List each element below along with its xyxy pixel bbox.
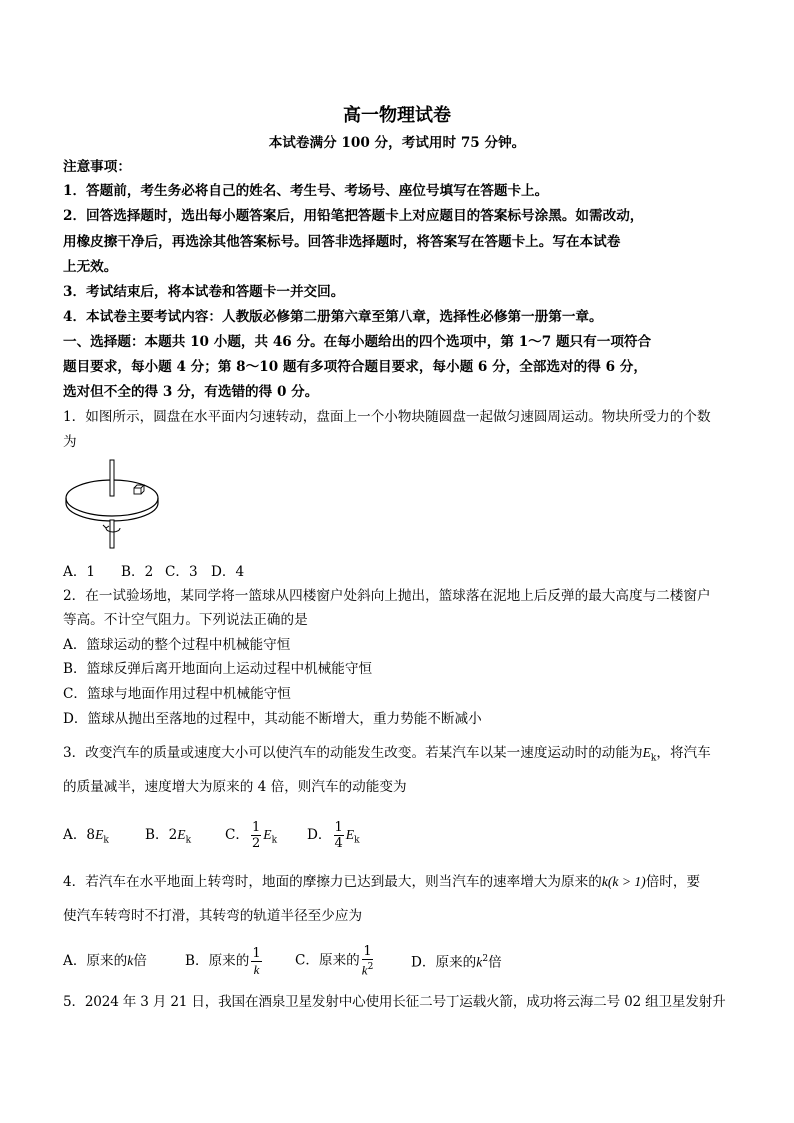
fraction-numerator: 1: [363, 944, 372, 959]
q3-stem-text-b: ，将汽车: [656, 745, 711, 761]
q1-option-b[interactable]: B．2: [121, 564, 154, 580]
fraction-denominator: 2: [252, 836, 261, 851]
q1-stem-line-1: 1．如图所示，圆盘在水平面内匀速转动，盘面上一个小物块随圆盘一起做匀速圆周运动。物块所受力的个数: [63, 409, 711, 425]
axle-top: [110, 460, 114, 496]
q4-option-c-k: k: [361, 962, 368, 978]
q4-option-c-fraction: [362, 944, 374, 978]
q3-option-b-coef: 2: [168, 827, 178, 843]
q3-option-b-ek: E: [177, 827, 186, 842]
q3-option-b-sub: k: [185, 835, 192, 846]
q2-option-d[interactable]: D．篮球从抛出至落地的过程中，其动能不断增大，重力势能不断减小: [63, 711, 482, 727]
q3-option-d-ek: E: [345, 827, 355, 842]
rotating-disk-figure: [62, 458, 166, 550]
exam-info: 本试卷满分 100 分，考试用时 75 分钟。: [268, 135, 526, 151]
q4-option-d-k: k: [476, 954, 483, 970]
q3-option-c[interactable]: [225, 820, 307, 851]
q1-option-c[interactable]: C．3: [165, 564, 198, 580]
section-1-line-3: 选对但不全的得 3 分，有选错的得 0 分。: [63, 384, 319, 400]
q3-option-d-fraction: [334, 820, 344, 851]
fraction-numerator: 1: [252, 820, 261, 835]
q4-option-b-fraction: [251, 946, 261, 977]
note-3: 3．考试结束后，将本试卷和答题卡一并交回。: [63, 284, 345, 300]
q1-option-a[interactable]: A．1: [63, 564, 96, 580]
rotation-arrowhead: [103, 525, 109, 528]
q4-options: [63, 944, 502, 978]
q3-option-a-sub: k: [103, 835, 109, 846]
section-1-line-1: 一、选择题：本题共 10 小题，共 46 分。在每小题给出的四个选项中，第 1～7 题只有一项符合: [63, 334, 652, 350]
q4-option-d-exponent: 2: [482, 954, 489, 965]
q3-option-d[interactable]: [307, 820, 360, 851]
q4-option-a[interactable]: [63, 952, 185, 970]
q3-option-b[interactable]: [145, 826, 225, 850]
fraction-denominator: [362, 960, 374, 978]
q2-stem-line-2: 等高。不计空气阻力。下列说法正确的是: [63, 612, 308, 628]
q1-option-d[interactable]: D．4: [211, 564, 245, 580]
q3-stem-line-2: 的质量减半，速度增大为原来的 4 倍，则汽车的动能变为: [63, 779, 407, 795]
q4-option-d-label: D．原来的: [411, 954, 477, 971]
q4-stem-text-b: 倍时，要: [645, 874, 701, 890]
q2-option-b[interactable]: B．篮球反弹后离开地面向上运动过程中机械能守恒: [63, 661, 373, 677]
q3-option-a-coef: 8: [86, 827, 96, 843]
q1-stem-line-2: 为: [63, 434, 77, 450]
q4-option-d-suffix: 倍: [488, 954, 502, 971]
page-title: 高一物理试卷: [343, 105, 451, 126]
q5-stem-line-1: 5．2024 年 3 月 21 日，我国在酒泉卫星发射中心使用长征二号丁运载火箭，成功将云海二号 02 组卫星发射升: [63, 994, 726, 1010]
q4-option-b[interactable]: [185, 946, 295, 977]
note-4: 4．本试卷主要考试内容：人教版必修第二册第六章至第八章，选择性必修第一册第一章。: [63, 309, 603, 325]
axle-bottom: [110, 520, 114, 548]
q2-option-a[interactable]: A．篮球运动的整个过程中机械能守恒: [63, 637, 291, 653]
note-2-line-2: 用橡皮擦干净后，再选涂其他答案标号。回答非选择题时，将答案写在答题卡上。写在本试卷: [63, 234, 621, 250]
note-1: 1．答题前，考生务必将自己的姓名、考生号、考场号、座位号填写在答题卡上。: [63, 183, 549, 199]
q3-option-a[interactable]: [63, 826, 145, 850]
fraction-numerator: 1: [334, 820, 343, 835]
fraction-denominator: 4: [334, 836, 343, 851]
q3-option-a-label: A．: [63, 827, 87, 843]
q3-option-c-fraction: [251, 820, 261, 851]
fraction-numerator: 1: [252, 945, 261, 961]
q2-stem-line-1: 2．在一试验场地，某同学将一篮球从四楼窗户处斜向上抛出，篮球落在泥地上后反弹的最大高度与二楼窗户: [63, 588, 711, 604]
q4-option-c-label: C．原来的: [295, 952, 360, 969]
q4-option-a-k: k: [127, 953, 134, 969]
q4-k-symbol: k: [601, 874, 608, 889]
q4-option-c[interactable]: [295, 944, 411, 978]
note-2-line-3: 上无效。: [63, 259, 118, 275]
small-block-icon: [134, 485, 144, 494]
q3-stem-text-a: 3．改变汽车的质量或速度大小可以使汽车的动能发生改变。若某汽车以某一速度运动时的动能为: [63, 745, 643, 761]
q3-option-b-label: B．: [145, 827, 169, 843]
notes-heading: 注意事项：: [63, 159, 131, 175]
q4-option-c-exponent: 2: [367, 962, 374, 972]
q3-option-c-sub: k: [271, 835, 278, 846]
q3-option-d-sub: k: [354, 835, 360, 846]
q3-option-d-label: D．: [307, 827, 332, 843]
q3-ek-subscript: k: [650, 753, 657, 764]
q4-stem-line-2: 使汽车转弯时不打滑，其转弯的轨道半径至少应为: [63, 908, 363, 924]
q4-k-condition: (k > 1): [607, 874, 646, 889]
q3-option-c-label: C．: [225, 827, 249, 843]
q2-option-c[interactable]: C．篮球与地面作用过程中机械能守恒: [63, 686, 291, 702]
q4-option-d[interactable]: [411, 950, 502, 972]
q3-options: [63, 820, 360, 851]
q4-option-a-suffix: 倍: [133, 953, 147, 970]
fraction-denominator: k: [253, 961, 260, 977]
q3-option-c-ek: E: [263, 827, 272, 842]
q3-option-a-ek: E: [95, 827, 104, 842]
q1-options: [63, 563, 244, 581]
q3-ek-symbol: E: [642, 745, 651, 760]
q3-stem-line-1: [63, 744, 731, 768]
disk-front-edge: [66, 503, 158, 521]
q4-option-b-label: B．原来的: [185, 952, 250, 969]
section-1-line-2: 题目要求，每小题 4 分；第 8～10 题有多项符合题目要求，每小题 6 分，全部选对的得 6 分，: [63, 359, 647, 375]
q4-stem-text-a: 4．若汽车在水平地面上转弯时，地面的摩擦力已达到最大，则当汽车的速率增大为原来的: [63, 874, 602, 890]
q4-stem-line-1: [63, 873, 731, 891]
note-2-line-1: 2．回答选择题时，选出每小题答案后，用铅笔把答题卡上对应题目的答案标号涂黑。如需改动，: [63, 208, 644, 224]
q4-option-a-label: A．原来的: [63, 953, 128, 970]
